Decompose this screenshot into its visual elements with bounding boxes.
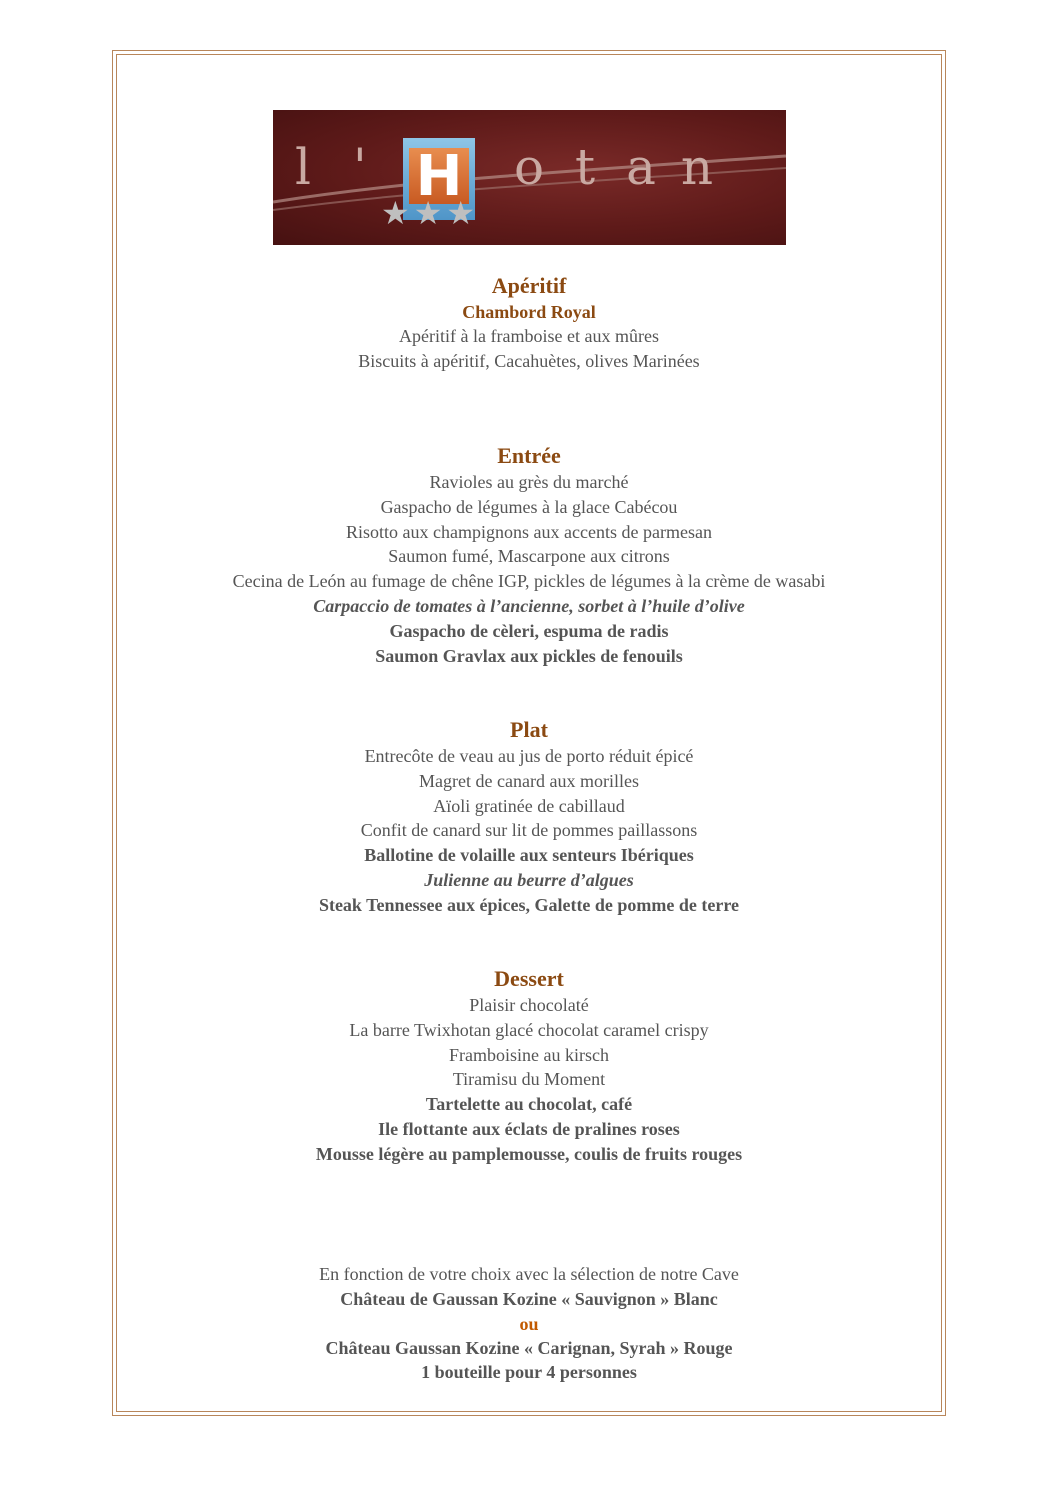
- wine-quantity: 1 bouteille pour 4 personnes: [421, 1362, 637, 1383]
- menu-item: Saumon fumé, Mascarpone aux citrons: [388, 546, 670, 567]
- menu-item: Cecina de León au fumage de chêne IGP, pickles de légumes à la crème de wasabi: [232, 571, 826, 592]
- section-wine: [116, 1262, 942, 1385]
- menu-item: Ravioles au grès du marché: [429, 472, 629, 492]
- menu-item: Apéritif à la framboise et aux mûres: [399, 326, 659, 346]
- menu-item-italic: Carpaccio de tomates à l’ancienne, sorbet à l’huile d’olive: [313, 595, 745, 616]
- menu-item-bold: Ballotine de volaille aux senteurs Ibériques: [364, 845, 694, 866]
- wine-option-1: Château de Gaussan Kozine « Sauvignon » Blanc: [340, 1288, 718, 1309]
- logo-apostrophe: ': [353, 138, 367, 196]
- menu-item: La barre Twixhotan glacé chocolat caramel crispy: [349, 1019, 709, 1040]
- hotel-logo: [273, 110, 786, 245]
- menu-item-bold: Mousse légère au pamplemousse, coulis de fruits rouges: [315, 1143, 743, 1164]
- section-plat: [116, 716, 942, 918]
- menu-item: Entrecôte de veau au jus de porto réduit épicé: [364, 746, 694, 766]
- section-title: Dessert: [494, 966, 564, 991]
- menu-item: Magret de canard aux morilles: [419, 770, 639, 791]
- logo-letters-rest: [501, 138, 725, 196]
- menu-item-bold: Ile flottante aux éclats de pralines roses: [378, 1118, 680, 1139]
- menu-item: Tiramisu du Moment: [452, 1069, 606, 1090]
- aperitif-subtitle: Chambord Royal: [462, 302, 596, 322]
- logo-letter-h: H: [415, 144, 463, 209]
- logo-letter: a: [626, 138, 656, 196]
- wine-or: ou: [519, 1313, 539, 1334]
- logo-stars-icon: ★★★: [381, 194, 480, 232]
- menu-item: Plaisir chocolaté: [469, 995, 589, 1015]
- menu-item-italic: Julienne au beurre d’algues: [424, 869, 634, 890]
- menu-item-bold: Tartelette au chocolat, café: [425, 1094, 633, 1115]
- logo-letter: n: [680, 138, 714, 196]
- section-dessert: [116, 965, 942, 1167]
- menu-item: Biscuits à apéritif, Cacahuètes, olives Marinées: [358, 350, 700, 371]
- section-title: Plat: [510, 717, 548, 742]
- menu-item: Framboisine au kirsch: [449, 1044, 609, 1065]
- menu-item-bold: Steak Tennessee aux épices, Galette de pomme de terre: [318, 894, 740, 915]
- menu-item-bold: Saumon Gravlax aux pickles de fenouils: [375, 645, 683, 666]
- section-aperitif: [116, 272, 942, 374]
- menu-item-bold: Gaspacho de cèleri, espuma de radis: [389, 620, 669, 641]
- wine-option-2: Château Gaussan Kozine « Carignan, Syrah » Rouge: [325, 1337, 733, 1358]
- section-entree: [116, 442, 942, 668]
- logo-letter: o: [513, 138, 545, 196]
- menu-item: Aïoli gratinée de cabillaud: [433, 795, 625, 816]
- menu-item: Risotto aux champignons aux accents de parmesan: [346, 521, 712, 542]
- menu-item: Gaspacho de légumes à la glace Cabécou: [380, 496, 678, 517]
- section-title: Entrée: [497, 443, 561, 468]
- logo-letter: t: [574, 138, 596, 196]
- menu-item: Confit de canard sur lit de pommes paillassons: [360, 820, 698, 841]
- section-title: Apéritif: [491, 273, 567, 298]
- wine-intro: En fonction de votre choix avec la sélection de notre Cave: [319, 1264, 739, 1284]
- logo-wordmark: [273, 138, 786, 208]
- logo-letter-l: l: [295, 138, 311, 196]
